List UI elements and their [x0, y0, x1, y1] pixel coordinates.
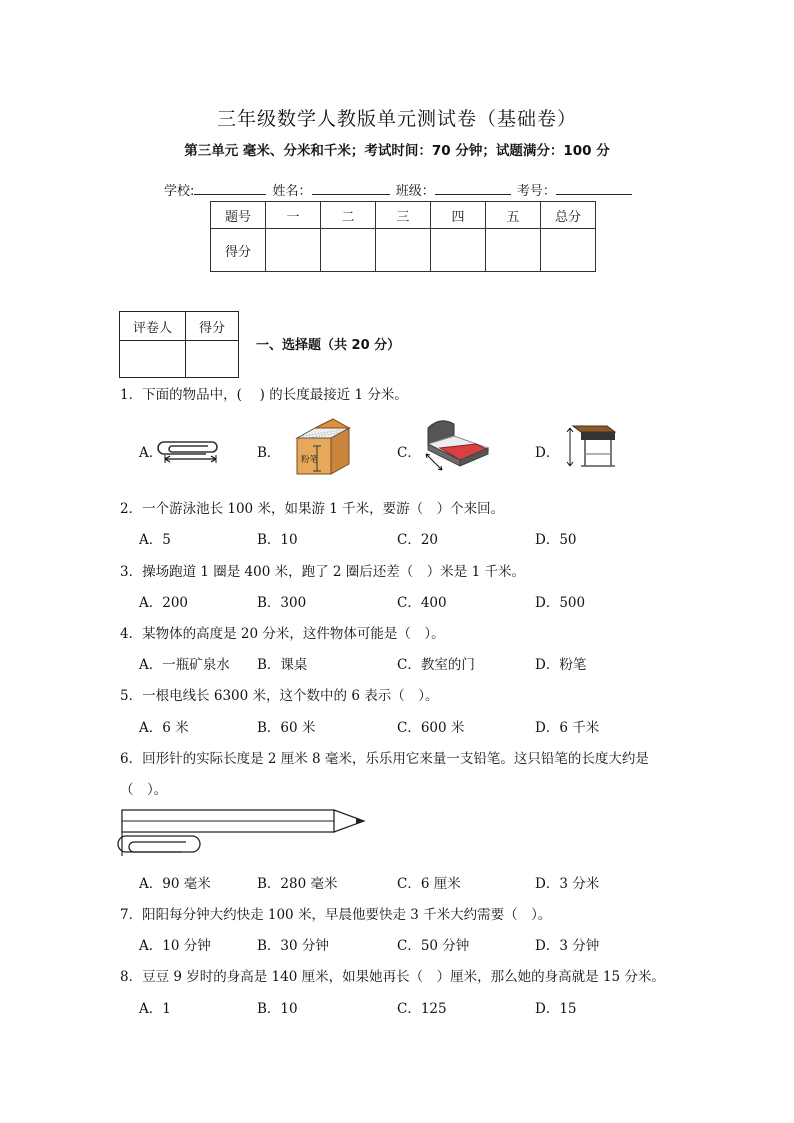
- question-7-option-a[interactable]: A．10 分钟: [139, 938, 211, 954]
- question-3-option-b[interactable]: B．300: [257, 595, 307, 611]
- question-3-option-d[interactable]: D．500: [535, 595, 586, 611]
- question-4-stem: 4．某物体的高度是 20 分米，这件物体可能是（ ）。: [120, 626, 445, 642]
- exam-no-label: 考号：: [516, 184, 556, 199]
- question-7-option-d[interactable]: D．3 分钟: [535, 938, 600, 954]
- question-2-option-b[interactable]: B．10: [257, 532, 298, 548]
- score-header-cell: 总分: [541, 202, 596, 229]
- grader-score-label: 得分: [186, 312, 239, 341]
- page-title: 三年级数学人教版单元测试卷（基础卷）: [216, 108, 577, 130]
- paperclip-image: [160, 428, 222, 468]
- question-6-stem-cont: （ ）。: [120, 782, 168, 798]
- question-3-option-a[interactable]: A．200: [139, 595, 189, 611]
- question-2-option-d[interactable]: D．50: [535, 532, 577, 548]
- section-title: 一、选择题（共 20 分）: [256, 338, 401, 353]
- question-7-option-b[interactable]: B．30 分钟: [257, 938, 329, 954]
- question-6-option-b[interactable]: B．280 毫米: [257, 876, 338, 892]
- score-cell[interactable]: [431, 229, 486, 272]
- desk-image: [565, 420, 621, 472]
- question-6-option-a[interactable]: A．90 毫米: [139, 876, 211, 892]
- school-field[interactable]: [194, 180, 266, 195]
- question-4-option-d[interactable]: D．粉笔: [535, 657, 587, 673]
- chalk-box-label: 粉笔: [301, 455, 319, 465]
- question-5-option-b[interactable]: B．60 米: [257, 720, 316, 736]
- exam-no-field[interactable]: [556, 180, 632, 195]
- class-field[interactable]: [435, 180, 511, 195]
- student-info-line: [164, 180, 634, 199]
- score-cell[interactable]: [321, 229, 376, 272]
- pencil-paperclip-image: [120, 806, 370, 858]
- question-6-option-c[interactable]: C．6 厘米: [397, 876, 461, 892]
- question-1-stem: 1．下面的物品中，( ) 的长度最接近 1 分米。: [120, 387, 408, 403]
- score-header-cell: 四: [431, 202, 486, 229]
- question-1-option-d[interactable]: D．: [535, 445, 560, 461]
- question-1-option-b[interactable]: B．: [257, 445, 281, 461]
- school-label: 学校:: [164, 184, 195, 199]
- score-cell[interactable]: [486, 229, 541, 272]
- question-8-stem: 8．豆豆 9 岁时的身高是 140 厘米，如果她再长（ ）厘米，那么她的身高就是 15 分米。: [120, 969, 665, 985]
- question-8-option-c[interactable]: C．125: [397, 1001, 447, 1017]
- score-header-cell: 三: [376, 202, 431, 229]
- question-3-option-c[interactable]: C．400: [397, 595, 447, 611]
- question-1-option-c[interactable]: C．: [397, 445, 421, 461]
- question-5-option-c[interactable]: C．600 米: [397, 720, 465, 736]
- question-6-stem: 6．回形针的实际长度是 2 厘米 8 毫米，乐乐用它来量一支铅笔。这只铅笔的长度大约是: [120, 751, 649, 767]
- question-8-option-a[interactable]: A．1: [139, 1001, 171, 1017]
- grader-score-cell[interactable]: [186, 341, 239, 378]
- question-2-option-a[interactable]: A．5: [139, 532, 171, 548]
- name-label: 姓名：: [272, 184, 312, 199]
- score-table: [210, 201, 596, 272]
- class-label: 班级：: [395, 184, 435, 199]
- grader-table: [119, 311, 239, 378]
- score-header-cell: 五: [486, 202, 541, 229]
- score-header-cell: 题号: [211, 202, 266, 229]
- name-field[interactable]: [312, 180, 390, 195]
- question-4-option-b[interactable]: B．课桌: [257, 657, 308, 673]
- grader-label: 评卷人: [120, 312, 186, 341]
- question-1-option-a[interactable]: A．: [139, 445, 163, 461]
- question-3-stem: 3．操场跑道 1 圈是 400 米，跑了 2 圈后还差（ ）米是 1 千米。: [120, 564, 525, 580]
- question-5-option-d[interactable]: D．6 千米: [535, 720, 600, 736]
- page-subtitle: 第三单元 毫米、分米和千米；考试时间：70 分钟；试题满分：100 分: [184, 143, 610, 159]
- score-header-cell: 二: [321, 202, 376, 229]
- score-cell[interactable]: [376, 229, 431, 272]
- question-7-stem: 7．阳阳每分钟大约快走 100 米，早晨他要快走 3 千米大约需要（ ）。: [120, 907, 552, 923]
- question-8-option-d[interactable]: D．15: [535, 1001, 577, 1017]
- question-4-option-c[interactable]: C．教室的门: [397, 657, 475, 673]
- grader-cell[interactable]: [120, 341, 186, 378]
- question-2-stem: 2．一个游泳池长 100 米，如果游 1 千米，要游（ ）个来回。: [120, 501, 505, 517]
- question-7-option-c[interactable]: C．50 分钟: [397, 938, 470, 954]
- score-row-label: 得分: [211, 229, 266, 272]
- question-8-option-b[interactable]: B．10: [257, 1001, 298, 1017]
- question-6-option-d[interactable]: D．3 分米: [535, 876, 600, 892]
- question-4-option-a[interactable]: A．一瓶矿泉水: [139, 657, 230, 673]
- score-header-cell: 一: [266, 202, 321, 229]
- question-2-option-c[interactable]: C．20: [397, 532, 439, 548]
- score-cell[interactable]: [541, 229, 596, 272]
- question-5-stem: 5．一根电线长 6300 米，这个数中的 6 表示（ ）。: [120, 688, 439, 704]
- chalk-box-image: [293, 416, 355, 478]
- score-cell[interactable]: [266, 229, 321, 272]
- bed-image: [420, 414, 492, 476]
- question-5-option-a[interactable]: A．6 米: [139, 720, 189, 736]
